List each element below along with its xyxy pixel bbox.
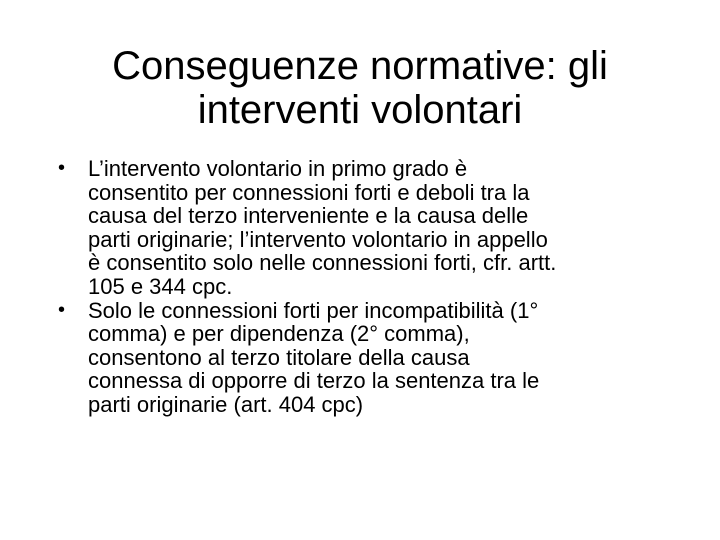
bullet-text-line: è consentito solo nelle connessioni forti, cfr. artt. [88,250,557,276]
bullet-text-line: Solo le connessioni forti per incompatibilità (1° [88,297,539,323]
bullet-text-line: 105 e 344 cpc. [88,273,233,299]
bullet-text-line: connessa di opporre di terzo la sentenza tra le [88,368,540,394]
bullet-text-line: consentono al terzo titolare della causa [88,344,470,370]
slide-title [40,44,680,132]
bullet-icon: • [58,298,66,321]
bullet-text-line: causa del terzo interveniente e la causa delle [88,203,529,229]
bullet-text-line: comma) e per dipendenza (2° comma), [88,321,470,347]
bullet-list [58,157,698,417]
title-line: interventi volontari [197,88,523,132]
bullet-item [58,299,698,417]
bullet-text-line: parti originarie; l’intervento volontario in appello [88,226,548,252]
bullet-text-line: consentito per connessioni forti e deboli tra la [88,179,530,205]
title-line: Conseguenze normative: gli [112,44,608,88]
bullet-text-line: parti originarie (art. 404 cpc) [88,391,364,417]
bullet-item [58,157,698,299]
bullet-text-line: L’intervento volontario in primo grado è [88,156,468,181]
bullet-icon: • [58,157,66,179]
